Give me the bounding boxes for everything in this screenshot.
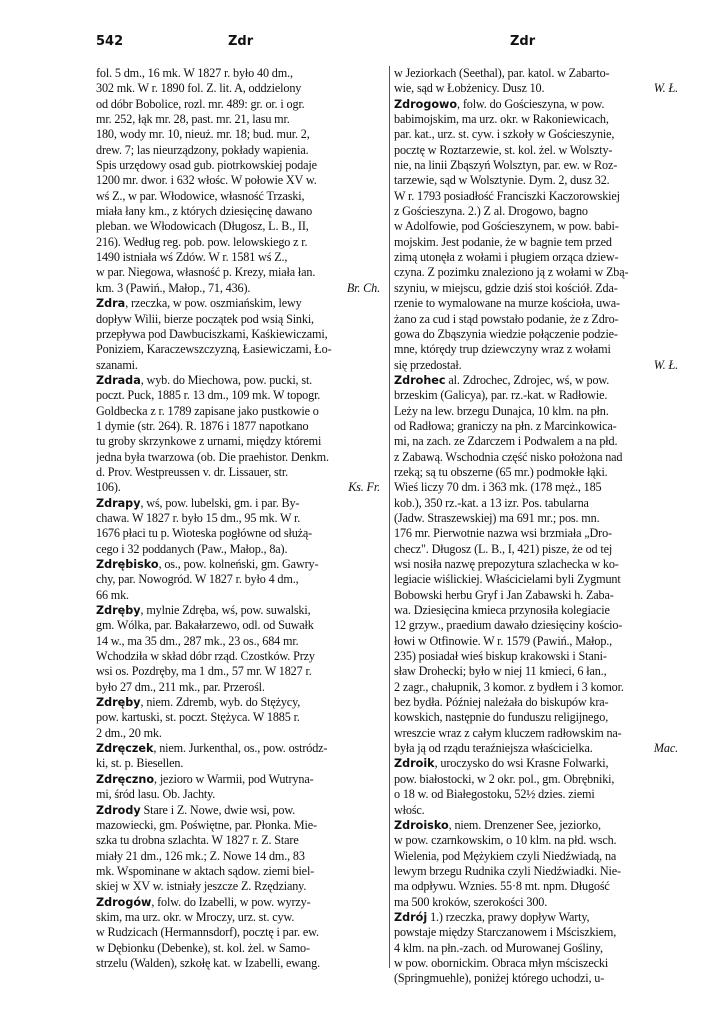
entry-line: [96, 741, 380, 756]
page-header: [0, 34, 720, 54]
entry-line: [96, 557, 380, 572]
entry-line: [394, 173, 678, 188]
entry-line-text: , niem. Drenzener See, jeziorko,: [448, 817, 601, 832]
entry-line-text: (Springmuehle), poniżej którego uchodzi, u-: [394, 971, 605, 986]
entry-line-text: wreszcie wraz z całym kluczem radłowskim na-: [394, 725, 622, 740]
entry-line: [96, 649, 380, 664]
entry-line: [96, 803, 380, 818]
entry-line-text: sław Drohecki; było w niej 11 kmieci, 6 łan.,: [394, 664, 607, 679]
entry-line: [394, 803, 678, 818]
entry-line: [394, 496, 678, 511]
entry-line: [394, 925, 678, 940]
entry-line: [96, 680, 380, 695]
entry-line: [394, 81, 678, 96]
entry-line: [394, 818, 678, 833]
entry-line: [394, 849, 678, 864]
entry-line: [96, 956, 380, 971]
entry-line: [96, 173, 380, 188]
entry-line-text: szka tu drobna szlachta. W 1827 r. Z. Stare: [96, 833, 299, 848]
entry-line-text: , uroczysko do wsi Krasne Folwarki,: [434, 756, 609, 771]
entry-line: [96, 480, 380, 495]
entry-line-text: , mylnie Zdręba, wś, pow. suwalski,: [140, 603, 311, 618]
entry-line-text: tarzewie, sąd w Wolsztynie. Dym. 2, dusz 32.: [394, 173, 610, 188]
entry-line-text: , folw. do Izabelli, w pow. wyrzy-: [151, 894, 311, 909]
entry-line: [394, 726, 678, 741]
entry-line: [96, 66, 380, 81]
entry-line-text: 1.) rzeczka, prawy dopływ Warty,: [427, 909, 590, 924]
right-running-head: Zdr: [510, 34, 536, 49]
entry-line-text: w pow. obornickim. Obraca młyn mściszecki: [394, 955, 609, 970]
entry-line-text: mazowiecki, gm. Poświętne, par. Płonka. Mie-: [96, 817, 317, 832]
author-signature: W. Ł.: [653, 81, 678, 96]
entry-line: [394, 327, 678, 342]
entry-line-text: chawa. W 1827 r. było 15 dm., 95 mk. W r.: [96, 510, 301, 525]
entry-line: [96, 634, 380, 649]
entry-line: [394, 127, 678, 142]
entry-line: [394, 895, 678, 910]
entry-line: [394, 250, 678, 265]
entry-line-text: mne, którędy trup dziewczyny wraz z wołami: [394, 342, 611, 357]
entry-line: [394, 787, 678, 802]
entry-headword: Zdrogowo: [394, 97, 458, 111]
entry-line: [96, 849, 380, 864]
entry-line: [96, 281, 380, 296]
entry-line: [96, 818, 380, 833]
entry-line: [394, 312, 678, 327]
entry-line-text: w par. Niegowa, własność p. Krezy, miała łan.: [96, 265, 316, 280]
entry-line-text: Leży na lew. brzegu Dunajca, 10 klm. na płn.: [394, 403, 609, 418]
dictionary-entry: [96, 695, 380, 741]
entry-line: [96, 97, 380, 112]
entry-line: [394, 358, 678, 373]
entry-line-text: łowi w Otfinowie. W r. 1579 (Pawiń., Małop.,: [394, 633, 613, 648]
dictionary-entry: [394, 818, 678, 910]
entry-line-text: poczt. Puck, 1885 r. 13 dm., 109 mk. W topogr.: [96, 388, 321, 403]
entry-line: [394, 204, 678, 219]
entry-line: [96, 910, 380, 925]
entry-line-text: , wyb. do Miechowa, pow. pucki, st.: [140, 372, 313, 387]
entry-line: [96, 496, 380, 511]
entry-line-text: al. Zdrochec, Zdrojec, wś, w pow.: [445, 372, 610, 387]
entry-line: [394, 112, 678, 127]
entry-line-text: skim, ma urz. okr. w Mroczy, urz. st. cyw.: [96, 909, 295, 924]
entry-line: [394, 465, 678, 480]
right-column: [394, 66, 678, 987]
entry-line-text: w Adolfowie, pod Gościeszynem, w pow. babi-: [394, 219, 619, 234]
entry-line: [96, 235, 380, 250]
entry-line-text: dopływ Wilii, bierze początek pod wsią Sinki,: [96, 311, 314, 326]
entry-line: [96, 250, 380, 265]
dictionary-entry: [96, 772, 380, 803]
entry-line-text: , niem. Zdremb, wyb. do Stężycy,: [140, 695, 301, 710]
entry-line: [394, 404, 678, 419]
entry-line-text: ki, st. p. Biesellen.: [96, 756, 184, 771]
entry-line: [394, 956, 678, 971]
entry-line: [394, 373, 678, 388]
entry-line: [96, 879, 380, 894]
entry-line: [96, 204, 380, 219]
entry-line-text: przepływa pod Dawbuciszkami, Kaśkiewiczami,: [96, 326, 328, 341]
entry-line: [96, 756, 380, 771]
entry-line-text: w Rudzicach (Hermannsdorf), pocztę i par. ew.: [96, 925, 319, 940]
entry-line-text: wsi os. Pozdręby, ma 1 dm., 57 mr. W 1827 r.: [96, 664, 312, 679]
entry-line-text: 1200 mr. dwor. i 632 włośc. W połowie XV w.: [96, 173, 317, 188]
entry-line-text: mk. Wspominane w aktach sądow. ziemi biel-: [96, 863, 315, 878]
left-column: [96, 66, 380, 971]
entry-line: [96, 941, 380, 956]
entry-line-text: rzeką; są tu obszerne (65 mr.) podmokłe łąki.: [394, 464, 608, 479]
entry-line: [96, 833, 380, 848]
entry-line: [96, 772, 380, 787]
entry-line: [96, 296, 380, 311]
entry-line-text: checz". Długosz (L. B., I, 421) pisze, że od tej: [394, 541, 613, 556]
entry-line: [96, 342, 380, 357]
entry-line: [96, 358, 380, 373]
entry-line: [394, 664, 678, 679]
entry-headword: Zdrada: [96, 373, 141, 387]
entry-line: [394, 281, 678, 296]
entry-line-text: wie, sąd w Łobżenicy. Dusz 10.: [394, 81, 545, 96]
entry-line-text: 180, wody mr. 10, nieuż. mr. 18; bud. mur. 2,: [96, 127, 310, 142]
entry-line-text: par. kat., urz. st. cyw. i szkoły w Gościeszynie,: [394, 127, 615, 142]
entry-headword: Zdroisko: [394, 818, 449, 832]
entry-line-text: Wchodziła w skład dóbr rząd. Czostków. Przy: [96, 649, 315, 664]
entry-line: [394, 189, 678, 204]
entry-line: [96, 312, 380, 327]
entry-line: [394, 603, 678, 618]
entry-line-text: , wś, pow. lubelski, gm. i par. By-: [140, 495, 300, 510]
dictionary-entry: [96, 373, 380, 496]
entry-line-text: nie, na linii Zbąszyń Wolsztyn, par. ew. w Roz-: [394, 158, 618, 173]
entry-line-text: brzeskim (Galicya), par. rz.-kat. w Radłowie.: [394, 388, 608, 403]
entry-headword: Zdrapy: [96, 496, 141, 510]
entry-line: [394, 910, 678, 925]
entry-line-text: Spis urzędowy osad gub. piotrkowskiej podaje: [96, 158, 317, 173]
entry-line-text: było 27 dm., 211 mk., par. Przerośl.: [96, 679, 265, 694]
entry-line-text: wa. Dziesięcina kmieca przynosiła kolegiacie: [394, 603, 610, 618]
entry-line-text: , jezioro w Warmii, pod Wutryna-: [154, 771, 314, 786]
entry-line: [394, 833, 678, 848]
entry-line-text: mr. 252, łąk mr. 28, past. mr. 21, lasu mr.: [96, 112, 290, 127]
entry-line: [394, 741, 678, 756]
entry-line-text: kowskich, następnie do funduszu religijnego,: [394, 710, 609, 725]
entry-line-text: cego i 32 poddanych (Paw., Małop., 8a).: [96, 541, 288, 556]
entry-line-text: Wieś liczy 70 dm. i 363 mk. (178 męż., 185: [394, 480, 602, 495]
entry-line-text: mojskim. Jest podanie, że w bagnie tem przed: [394, 234, 612, 249]
entry-headword: Zdroik: [394, 757, 435, 771]
entry-headword: Zdręby: [96, 604, 141, 618]
entry-line-text: 1490 istniała wś Zdów. W r. 1581 wś Z.,: [96, 250, 288, 265]
entry-line-text: włośc.: [394, 802, 425, 817]
entry-line: [96, 189, 380, 204]
entry-headword: Zdrogów: [96, 895, 152, 909]
entry-line: [96, 664, 380, 679]
entry-line: [394, 864, 678, 879]
entry-line-text: 66 mk.: [96, 587, 129, 602]
entry-line: [394, 680, 678, 695]
entry-line-text: skiej w XV w. istniały jeszcze Z. Rzędziany.: [96, 879, 307, 894]
entry-line: [96, 112, 380, 127]
author-signature: W. Ł.: [653, 357, 678, 372]
entry-line-text: chy, par. Nowogród. W 1827 r. było 4 dm.,: [96, 572, 299, 587]
entry-line-text: W r. 1793 posiadłość Franciszki Kaczorowskiej: [394, 188, 620, 203]
entry-line-text: wś Z., w par. Włodowice, własność Trzaski,: [96, 188, 305, 203]
entry-line-text: ma odpływu. Wznies. 55·8 mt. npm. Długość: [394, 879, 610, 894]
entry-line: [96, 695, 380, 710]
entry-line-text: 14 w., ma 35 dm., 287 mk., 23 os., 684 mr.: [96, 633, 299, 648]
entry-line-text: miała łany km., z których dziesięcinę dawano: [96, 204, 313, 219]
entry-line: [394, 235, 678, 250]
entry-line-text: wsi nosiła nazwę prepozytura szlachecka w ko-: [394, 557, 619, 571]
entry-line: [96, 618, 380, 633]
entry-line: [96, 526, 380, 541]
dictionary-entry: [394, 373, 678, 757]
entry-line-text: rzenie to wymalowane na murze kościoła, uwa-: [394, 296, 620, 311]
entry-line: [96, 588, 380, 603]
entry-line: [394, 971, 678, 986]
entry-line: [394, 219, 678, 234]
entry-line: [96, 373, 380, 388]
entry-line-text: km. 3 (Pawiń., Małop., 71, 436).: [96, 280, 251, 295]
entry-headword: Zdręczek: [96, 742, 154, 756]
entry-line-text: zimą utonęła z wołami i pługiem orząca dziew-: [394, 250, 619, 265]
entry-line-text: gowa do Zbąszynia wiedzie połączenie podzie-: [394, 326, 618, 341]
entry-line-text: z Gościeszyna. 2.) Z al. Drogowo, bagno: [394, 204, 588, 219]
entry-line: [394, 450, 678, 465]
entry-line: [394, 710, 678, 725]
entry-line: [96, 158, 380, 173]
entry-line: [96, 143, 380, 158]
column-divider: [389, 66, 390, 968]
entry-line-text: Bobowski herbu Gryf i Jan Zabawski h. Zaba-: [394, 587, 614, 602]
entry-line-text: 176 mr. Pierwotnie nazwa wsi brzmiała „Dro-: [394, 526, 612, 541]
entry-line-text: 216). Według reg. pob. pow. lelowskiego z r.: [96, 234, 308, 249]
entry-line-text: , niem. Jurkenthal, os., pow. ostródz-: [153, 741, 328, 756]
entry-line-text: 106).: [96, 480, 121, 495]
entry-line-text: Goldbecka z r. 1789 zapisane jako pustkowie o: [96, 403, 319, 418]
entry-line-text: lewym brzegu Rudnika czyli Niedźwiadki. Nie-: [394, 863, 621, 878]
entry-line: [394, 618, 678, 633]
entry-line: [394, 756, 678, 771]
author-signature: Br. Ch.: [346, 280, 380, 295]
entry-line-text: pow. białostocki, w 2 okr. pol., gm. Obrębniki,: [394, 771, 615, 786]
entry-line: [96, 434, 380, 449]
dictionary-entry: [96, 741, 380, 772]
entry-line: [96, 511, 380, 526]
entry-line-text: jedna była twarzowa (ob. Die praehistor. Denkm.: [96, 449, 329, 464]
entry-line-text: pocztę w Roztarzewie, st. kol. żel. w Wolszty-: [394, 142, 613, 157]
dictionary-entry: [96, 803, 380, 895]
entry-line-text: się przedostał.: [394, 357, 462, 372]
dictionary-entry: [96, 603, 380, 695]
entry-line: [96, 726, 380, 741]
entry-line-text: z Zabawą. Wschodnia część nisko położona nad: [394, 449, 623, 464]
entry-line-text: mi, śród lasu. Ob. Jachty.: [96, 787, 216, 802]
entry-line-text: 4 klm. na płn.-zach. od Murowanej Gośliny,: [394, 940, 603, 955]
entry-line-text: szanami.: [96, 357, 138, 372]
entry-line-text: pleban. we Włodowicach (Długosz, L. B., II,: [96, 219, 309, 234]
entry-line-text: 1 dymie (str. 264). R. 1876 i 1877 napotkano: [96, 418, 309, 433]
dictionary-entry: [394, 910, 678, 987]
dictionary-entry: [394, 97, 678, 373]
entry-line: [96, 219, 380, 234]
entry-line: [394, 695, 678, 710]
entry-line: [394, 526, 678, 541]
entry-line: [394, 634, 678, 649]
dictionary-entry: [96, 496, 380, 557]
entry-line: [394, 158, 678, 173]
entry-line: [96, 710, 380, 725]
entry-line: [96, 81, 380, 96]
entry-line: [394, 480, 678, 495]
entry-line-text: , os., pow. kolneński, gm. Gawry-: [158, 557, 319, 571]
entry-line-text: szyniu, w miejscu, gdzie dziś stoi kościół. Zda-: [394, 280, 618, 295]
entry-line-text: d. Prov. Westpreussen v. dr. Lissauer, str.: [96, 464, 289, 479]
entry-line-text: 1676 płaci tu p. Wioteska pogłówne od służą-: [96, 526, 313, 541]
entry-line-text: , rzeczka, w pow. oszmiańskim, lewy: [125, 296, 302, 311]
entry-line: [96, 404, 380, 419]
entry-line-text: , folw. do Gościeszyna, w pow.: [457, 96, 605, 111]
entry-headword: Zdrój: [394, 910, 428, 924]
dictionary-entry: [96, 895, 380, 972]
entry-line-text: czyna. Z pozimku znaleziono ją z wołami w Zbą-: [394, 265, 629, 280]
entry-line: [394, 542, 678, 557]
entry-line: [394, 879, 678, 894]
author-signature: Ks. Fr.: [348, 480, 380, 495]
entry-line-text: mi, na zach. ze Zdarczem i Podwalem a na płd.: [394, 434, 618, 449]
entry-headword: Zdrody: [96, 803, 141, 817]
entry-line: [96, 265, 380, 280]
dictionary-entry: [96, 296, 380, 373]
entry-line-text: żano za cud i stąd powstało podanie, że z Zdro-: [394, 311, 619, 326]
entry-line-text: drew. 7; las nieurządzony, pokłady wapienia.: [96, 142, 309, 157]
entry-line: [96, 895, 380, 910]
entry-line-text: tu groby skrzynkowe z urnami, między któremi: [96, 434, 322, 449]
entry-line: [394, 649, 678, 664]
entry-line-text: 235) posiadał wieś biskup krakowski i Stani-: [394, 649, 607, 664]
entry-line: [394, 511, 678, 526]
entry-line-text: 302 mk. W r. 1890 fol. Z. lit. A, oddzielony: [96, 81, 302, 96]
entry-line: [96, 327, 380, 342]
entry-line: [394, 419, 678, 434]
entry-line: [96, 864, 380, 879]
left-running-head: Zdr: [228, 34, 254, 49]
entry-line-text: od dóbr Bobolice, rozl. mr. 489: gr. or. i ogr.: [96, 96, 305, 111]
entry-line: [394, 572, 678, 587]
entry-line: [394, 296, 678, 311]
entry-line-text: legiacie wiślickiej. Właścicielami byli Zygmunt: [394, 572, 621, 587]
entry-line-text: 2 dm., 20 mk.: [96, 725, 162, 740]
dictionary-entry: [394, 66, 678, 97]
entry-line-text: Poniziem, Karaczewszczyzną, Łasiewiczami, Ło-: [96, 342, 332, 357]
author-signature: Mac.: [653, 741, 678, 756]
entry-line: [96, 450, 380, 465]
entry-line: [96, 419, 380, 434]
entry-headword: Zdręczno: [96, 772, 155, 786]
entry-headword: Zdrębisko: [96, 558, 159, 571]
page-number: 542: [96, 34, 124, 49]
entry-line: [394, 265, 678, 280]
entry-line-text: strzelu (Walden), szkołę kat. w Izabelli, ewang.: [96, 955, 320, 970]
entry-line: [96, 127, 380, 142]
entry-line-text: gm. Wólka, par. Bakałarzewo, odl. od Suwałk: [96, 618, 314, 633]
entry-line: [394, 434, 678, 449]
entry-line: [394, 66, 678, 81]
entry-headword: Zdra: [96, 297, 126, 311]
entry-line-text: w Jeziorkach (Seethal), par. katol. w Zabarto-: [394, 66, 610, 80]
entry-line-text: 12 grzyw., praedium dawało dziesięciny kościo-: [394, 618, 623, 633]
entry-headword: Zdręby: [96, 696, 141, 710]
entry-line: [394, 143, 678, 158]
entry-line-text: w pow. czarnkowskim, o 10 klm. na płd. wsch.: [394, 833, 617, 848]
entry-line: [96, 388, 380, 403]
entry-line: [394, 588, 678, 603]
entry-line-text: miały 21 dm., 126 mk.; Z. Nowe 14 dm., 83: [96, 848, 305, 863]
entry-line: [96, 603, 380, 618]
entry-line-text: Stare i Z. Nowe, dwie wsi, pow.: [140, 802, 296, 817]
entry-line-text: Wielenia, pod Mężykiem czyli Niedźwiadą, na: [394, 848, 617, 863]
entry-line-text: w Dębionku (Debenke), st. kol. żel. w Samo-: [96, 940, 310, 955]
entry-line-text: pow. kartuski, st. poczt. Stężyca. W 1885 r.: [96, 710, 300, 725]
entry-line: [394, 772, 678, 787]
entry-line: [96, 925, 380, 940]
entry-line-text: (Jadw. Straszewskiej) ma 691 mr.; pos. mn.: [394, 510, 600, 525]
entry-line-text: babimojskim, ma urz. okr. w Rakoniewicach,: [394, 112, 609, 127]
entry-line: [394, 342, 678, 357]
entry-line-text: fol. 5 dm., 16 mk. W 1827 r. było 40 dm.,: [96, 66, 293, 80]
entry-line-text: 2 zagr., chałupnik, 3 komor. z bydłem i 3 komor.: [394, 679, 624, 694]
entry-line-text: bez bydła. Później należała do biskupów kra-: [394, 695, 609, 710]
entry-line: [394, 97, 678, 112]
entry-line-text: była ją od rządu teraźniejsza właścicielka.: [394, 741, 593, 756]
entry-line: [394, 941, 678, 956]
entry-line-text: powstaje między Starczanowem i Mściszkiem,: [394, 925, 617, 940]
entry-line: [96, 542, 380, 557]
entry-line-text: o 18 w. od Białegostoku, 52½ dzies. ziemi: [394, 787, 595, 802]
entry-headword: Zdrohec: [394, 373, 446, 387]
entry-line-text: ma 500 kroków, szerokości 300.: [394, 894, 548, 909]
entry-line: [96, 572, 380, 587]
entry-line: [96, 465, 380, 480]
dictionary-entry: [394, 756, 678, 817]
entry-line-text: kob.), 350 rz.-kat. a 13 izr. Pos. tabularna: [394, 495, 589, 510]
entry-line: [96, 787, 380, 802]
entry-line-text: od Radłowa; graniczy na płn. z Marcinkowica-: [394, 418, 617, 433]
entry-line: [394, 557, 678, 572]
dictionary-entry: [96, 557, 380, 603]
entry-line: [394, 388, 678, 403]
dictionary-entry: [96, 66, 380, 296]
